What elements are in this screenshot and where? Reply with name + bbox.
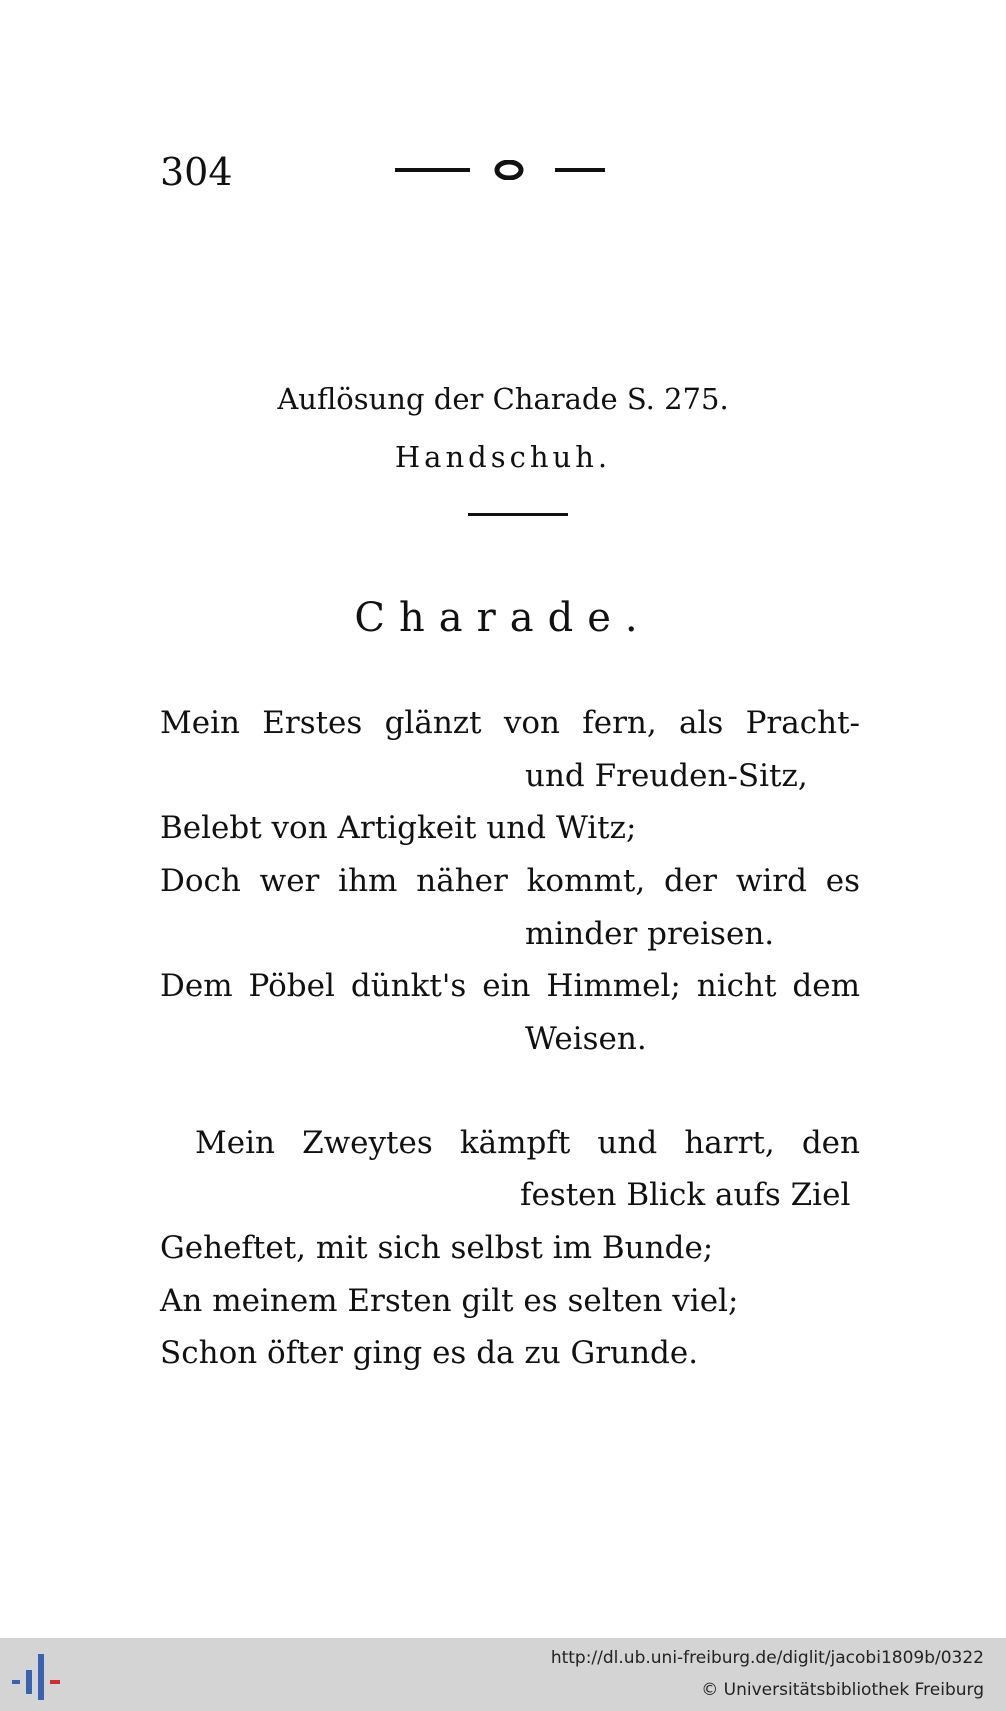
verse-line: Mein Zweytes kämpft und harrt, den xyxy=(195,1125,860,1161)
verse-line: Schon öfter ging es da zu Grunde. xyxy=(160,1335,699,1371)
verse-line: und Freuden-Sitz, xyxy=(525,758,808,794)
verse-line: Geheftet, mit sich selbst im Bunde; xyxy=(160,1230,714,1266)
verse-line: Doch wer ihm näher kommt, der wird es xyxy=(160,863,860,899)
section-rule xyxy=(468,513,568,516)
verse-line: festen Blick aufs Ziel xyxy=(520,1177,851,1213)
page-number: 304 xyxy=(160,150,233,194)
ornament-divider xyxy=(395,160,615,180)
copyright-text: © Universitätsbibliothek Freiburg xyxy=(701,1680,984,1700)
footer-bar xyxy=(0,1638,1006,1711)
verse-line: Mein Erstes glänzt von fern, als Pracht- xyxy=(160,705,860,741)
verse-line: Dem Pöbel dünkt's ein Himmel; nicht dem xyxy=(160,968,860,1004)
solution-heading: Auflösung der Charade S. 275. xyxy=(277,382,729,416)
verse-line: Belebt von Artigkeit und Witz; xyxy=(160,810,637,846)
verse-line: An meinem Ersten gilt es selten viel; xyxy=(160,1283,739,1319)
poem-title: Charade. xyxy=(354,595,652,641)
verse-line: minder preisen. xyxy=(525,916,775,952)
library-logo-icon xyxy=(12,1654,64,1700)
solution-answer: Handschuh. xyxy=(394,440,612,474)
verse-line: Weisen. xyxy=(525,1021,647,1057)
source-url-link[interactable]: http://dl.ub.uni-freiburg.de/diglit/jacobi1809b/0322 xyxy=(550,1648,984,1668)
